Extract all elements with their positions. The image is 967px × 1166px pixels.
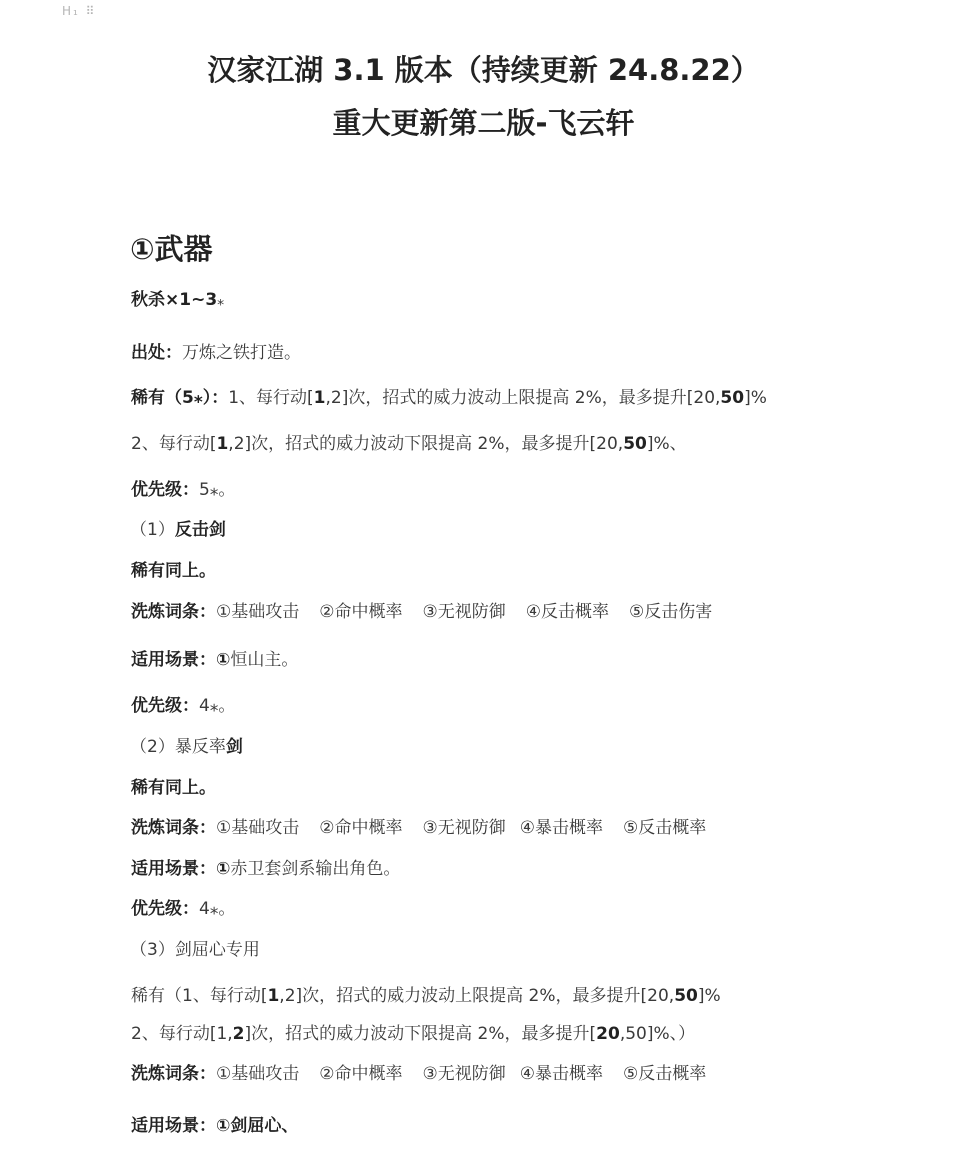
rare-number: 50 [720, 388, 745, 408]
affix-label: 洗炼词条： [131, 602, 216, 622]
rare-text: 1、每行动[ [228, 388, 314, 408]
block-drag-handle[interactable]: H₁ ⠿ [62, 4, 97, 18]
variant-name-bold: 剑 [225, 737, 243, 757]
source-label: 出处： [131, 343, 182, 363]
variant-name: 暴反率 [174, 737, 226, 757]
page-title-line-1: 汉家江湖 3.1 版本（持续更新 24.8.22） [207, 53, 760, 87]
scene-label: 适用场景： [131, 859, 216, 879]
variant-number: （1） [130, 520, 175, 540]
variant-3-scene [131, 1114, 298, 1138]
rare-text: 2、每行动[1, [131, 1024, 233, 1044]
rare-number: 1 [267, 986, 280, 1006]
affix-item: ④反击概率 [525, 602, 609, 622]
variant-number: （2） [130, 737, 175, 757]
priority-label: 优先级： [131, 899, 199, 919]
variant-name: 反击剑 [174, 520, 226, 540]
item-name [131, 288, 224, 313]
affix-item: ①基础攻击 [216, 602, 300, 622]
variant-2-scene [131, 857, 400, 881]
variant-2-priority [131, 897, 235, 921]
priority-label: 优先级： [131, 480, 199, 500]
rare-text: ]次，招式的威力波动下限提高 2%，最多提升[ [244, 1024, 597, 1044]
section-heading-weapons: ①武器 [130, 232, 213, 266]
affix-label: 洗炼词条： [131, 818, 216, 838]
affix-item: ②命中概率 [319, 818, 403, 838]
rare-number: 2 [232, 1024, 245, 1044]
variant-1-rare [131, 559, 216, 583]
scene-value: 赤卫套剑系输出角色。 [230, 859, 401, 879]
rare-text: 稀有（1、每行动[ [131, 986, 268, 1006]
star-icon: ⁎ [217, 293, 225, 309]
variant-3-rare-line-2 [131, 1022, 695, 1046]
variant-3-affixes [131, 1062, 706, 1086]
affix-item: ⑤反击概率 [623, 1064, 707, 1084]
priority-value: 5⁎。 [199, 480, 236, 500]
rare-text: ,2]次，招式的威力波动上限提高 2%，最多提升[20, [325, 388, 721, 408]
item-source [131, 341, 301, 365]
scene-number: ① [216, 650, 231, 670]
variant-1-heading [130, 518, 226, 542]
item-name-text: 秋杀×1~3 [131, 290, 218, 310]
variant-2-heading [130, 735, 243, 759]
scene-value: 恒山主。 [230, 650, 299, 670]
rare-number: 50 [674, 986, 698, 1006]
variant-1-scene [131, 648, 298, 672]
rare-number: 50 [623, 434, 647, 454]
rare-number: 1 [216, 434, 229, 454]
source-value: 万炼之铁打造。 [182, 343, 301, 363]
variant-3-rare-line-1 [131, 984, 721, 1008]
priority-label: 优先级： [131, 696, 199, 716]
rare-text: ,2]次，招式的威力波动上限提高 2%，最多提升[20, [279, 986, 675, 1006]
scene-value: ①剑屈心、 [216, 1116, 299, 1136]
affix-item: ③无视防御 [422, 1064, 506, 1084]
item-rare-line-2 [131, 432, 687, 456]
rare-same-text: 稀有同上。 [131, 561, 216, 581]
variant-number: （3） [130, 940, 175, 960]
affix-item: ②命中概率 [319, 602, 403, 622]
rare-text: ,50]%、） [619, 1024, 696, 1044]
rare-label: 稀有（5⁎）： [131, 388, 229, 408]
variant-3-heading [130, 938, 260, 962]
affix-item: ④暴击概率 [519, 1064, 603, 1084]
affix-label: 洗炼词条： [131, 1064, 216, 1084]
affix-item: ②命中概率 [319, 1064, 403, 1084]
variant-2-rare [131, 776, 216, 800]
scene-label: 适用场景： [131, 1116, 216, 1136]
affix-item: ③无视防御 [422, 818, 506, 838]
affix-item: ①基础攻击 [216, 818, 300, 838]
page-title-line-2: 重大更新第二版-飞云轩 [332, 106, 635, 140]
affix-item: ①基础攻击 [216, 1064, 300, 1084]
rare-text: ]% [697, 986, 721, 1006]
rare-number: 1 [313, 388, 326, 408]
affix-item: ⑤反击概率 [623, 818, 707, 838]
affix-item: ⑤反击伤害 [629, 602, 713, 622]
scene-label: 适用场景： [131, 650, 216, 670]
rare-number: 20 [596, 1024, 620, 1044]
variant-1-affixes [131, 600, 712, 624]
priority-value: 4⁎。 [199, 899, 236, 919]
item-priority [131, 478, 235, 502]
rare-same-text: 稀有同上。 [131, 778, 216, 798]
affix-item: ③无视防御 [422, 602, 506, 622]
affix-item: ④暴击概率 [519, 818, 603, 838]
variant-2-affixes [131, 816, 706, 840]
variant-name: 剑屈心专用 [174, 940, 260, 960]
rare-text: ]% [744, 388, 767, 408]
variant-1-priority [131, 694, 235, 718]
rare-text: ]%、 [646, 434, 687, 454]
priority-value: 4⁎。 [199, 696, 236, 716]
rare-text: ,2]次，招式的威力波动下限提高 2%，最多提升[20, [228, 434, 624, 454]
rare-text: 2、每行动[ [131, 434, 217, 454]
item-rare-line-1 [131, 386, 767, 410]
scene-number: ① [216, 859, 231, 879]
